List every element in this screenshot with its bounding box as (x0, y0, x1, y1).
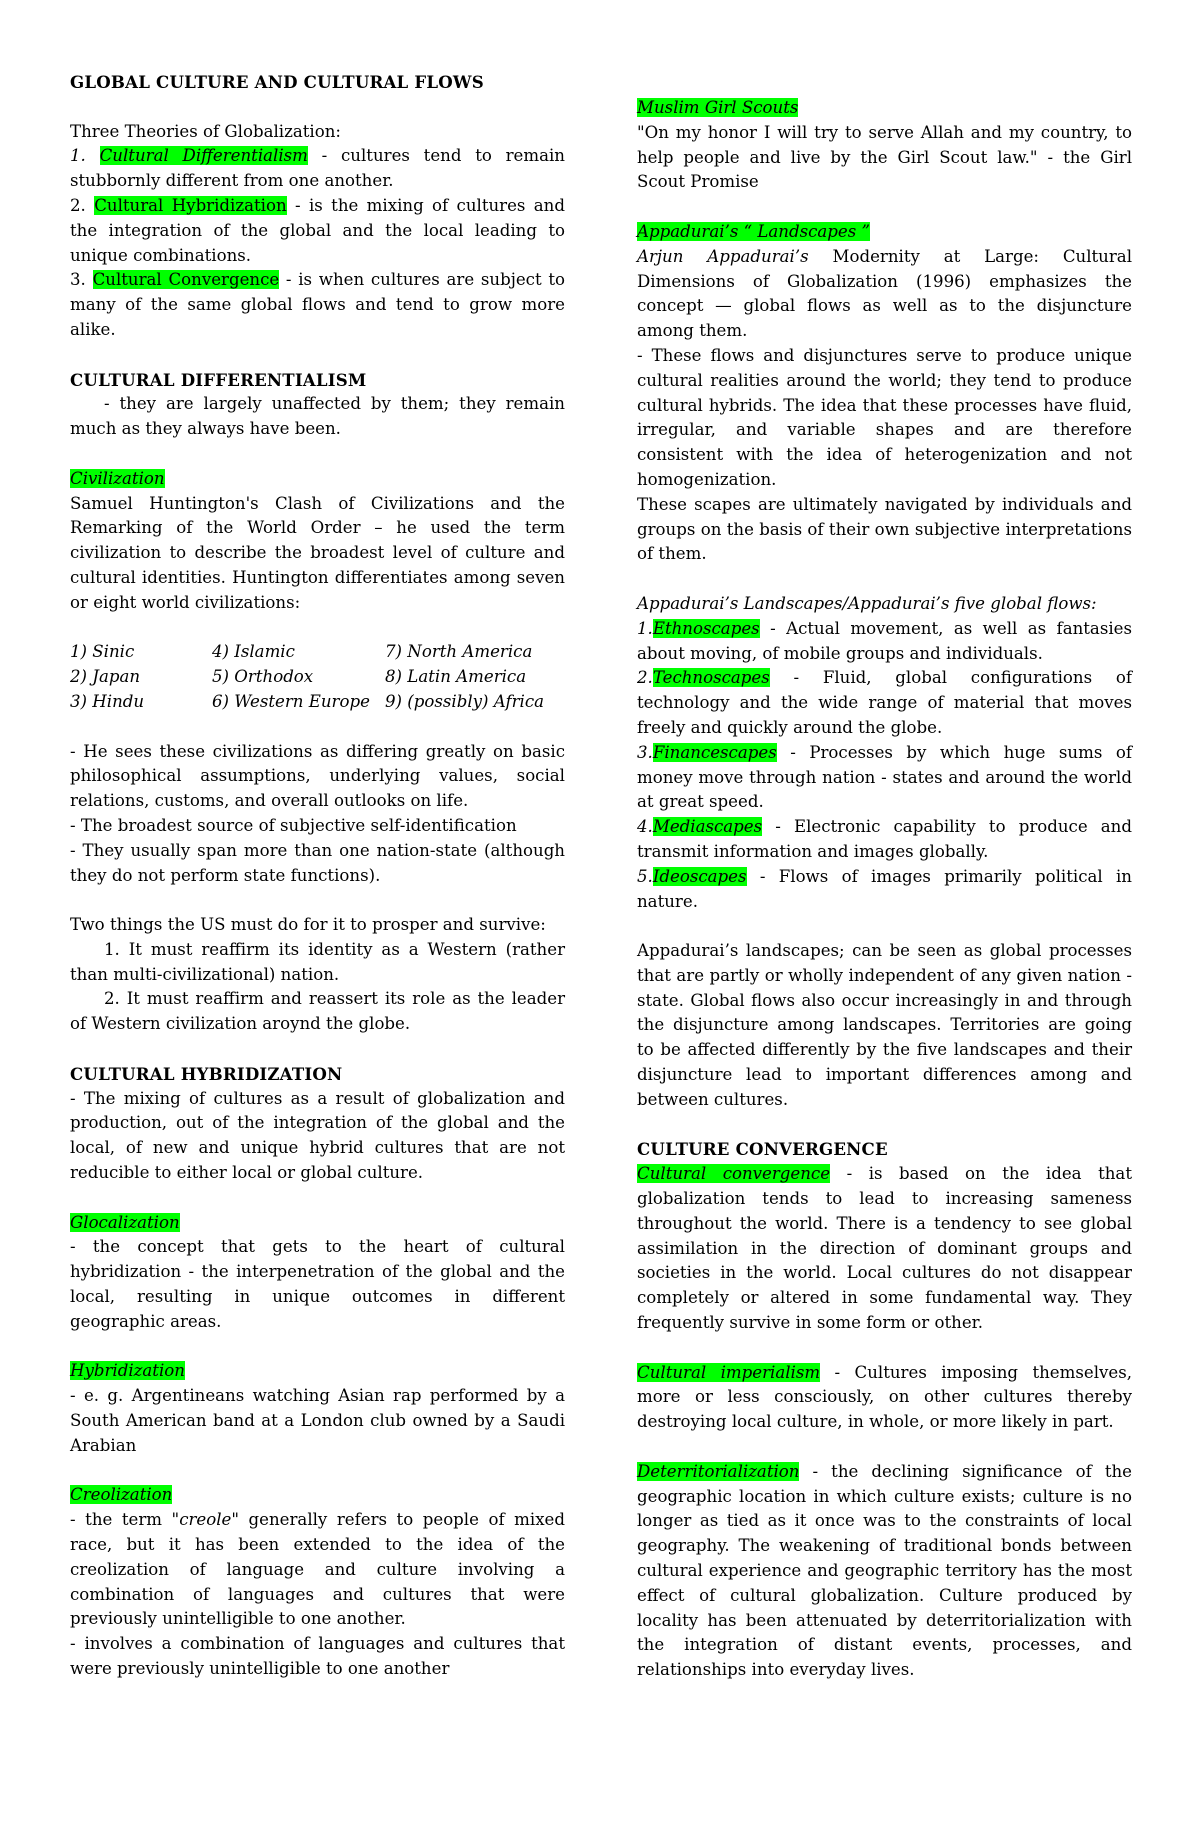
glocalization-desc: - the concept that gets to the heart of cultural hybridization - the interpenetration of the global and the local, resulting in unique outcomes in different geographic areas. (70, 1237, 565, 1331)
appadurai-p3: These scapes are ultimately navigated by individuals and groups on the basis of their own subjective interpretations of them. (637, 494, 1132, 564)
flow-desc: - Actual movement, as well as fantasies about moving, of mobile groups and individuals. (637, 618, 1132, 663)
appadurai-label (637, 220, 1132, 245)
flow-num: 1. (637, 618, 653, 638)
us-intro: Two things the US must do for it to prosper and survive: (70, 915, 546, 935)
glocalization-label (70, 1211, 565, 1236)
flow-term-ideoscapes: Ideoscapes (652, 866, 747, 886)
imperialism-desc (637, 1361, 1132, 1435)
theory-term-convergence: Cultural Convergence (92, 270, 280, 290)
theory-desc-1: - cultures tend to remain stubbornly different from one another. (70, 146, 565, 191)
civilization-note-2: - The broadest source of subjective self-identification (70, 815, 517, 835)
hybridization-heading: CULTURAL HYBRIDIZATION (70, 1063, 343, 1084)
civilization-item: 5) Orthodox (212, 667, 314, 687)
hybridization-desc: - The mixing of cultures as a result of globalization and production, out of the integration of the global and the local, of new and unique hybrid cultures that are not reducible to either local or global culture. (70, 1088, 565, 1183)
civilization-label (70, 467, 565, 492)
appadurai-desc-text: Modernity at Large: Cultural Dimensions of Globalization (1996) emphasizes the concept — global flows as well as to the disjuncture among them. (637, 246, 1132, 341)
civilization-item: 8) Latin America (385, 667, 527, 687)
theories-intro: Three Theories of Globalization: (70, 121, 341, 141)
civilization-item: 7) North America (385, 642, 533, 662)
flow-desc: - Processes by which huge sums of money move through nation - states and around the world at great speed. (637, 742, 1132, 812)
civilization-item: 3) Hindu (70, 691, 145, 711)
glocalization-term: Glocalization (70, 1212, 180, 1232)
convergence-desc-text: - is based on the idea that globalization tends to lead to increasing sameness throughout the world. There is a tendency to see global assimilation in the direction of dominant groups and societies in the world. Local cultures do not disappear completely or altered in some fundamental way. They frequently survive in some form or other. (637, 1164, 1132, 1333)
flow-term-mediascapes: Mediascapes (652, 817, 763, 837)
convergence-term: Cultural convergence (637, 1164, 831, 1184)
flow-item-1 (637, 617, 1132, 667)
theory-num-3: 3. (70, 270, 93, 290)
creolization-label (70, 1483, 565, 1508)
hybridization-label (70, 1359, 565, 1384)
appadurai-desc (637, 245, 1132, 344)
creolization-term: Creolization (70, 1485, 173, 1505)
civilization-desc: Samuel Huntington's Clash of Civilizations and the Remarking of the World Order – he used the term civilization to describe the broadest level of culture and cultural identities. Huntington differentiates among seven or eight world civilizations: (70, 493, 565, 612)
creolization-pre: - the term " (70, 1510, 180, 1530)
flow-term-ethnoscapes: Ethnoscapes (652, 618, 760, 638)
appadurai-p2: - These flows and disjunctures serve to produce unique cultural realities around the world; they tend to produce cultural hybrids. The idea that these processes have fluid, irregular, and variable shapes and are therefore consistent with the idea of heterogenization and not homogenization. (637, 345, 1132, 489)
theory-item-3 (70, 268, 565, 342)
civilization-term: Civilization (70, 468, 165, 488)
flow-desc: - Flows of images primarily political in nature. (637, 866, 1132, 911)
theory-num-2: 2. (70, 195, 95, 215)
civilization-note-1: - He sees these civilizations as differing greatly on basic philosophical assumptions, underlying values, social relations, customs, and overall outlooks on life. (70, 741, 565, 811)
theory-item-1 (70, 144, 565, 194)
flow-term-technoscapes: Technoscapes (652, 668, 770, 688)
theory-term-differentialism: Cultural Differentialism (99, 146, 308, 166)
imperialism-desc-text: - Cultures imposing themselves, more or less consciously, on other cultures thereby destroying local culture, in whole, or more likely in part. (637, 1362, 1132, 1432)
flow-item-4 (637, 815, 1132, 865)
us-item-2: 2. It must reaffirm and reassert its role as the leader of Western civilization aroynd the globe. (70, 989, 565, 1034)
hybridization-example: - e. g. Argentineans watching Asian rap performed by a South American band at a London club owned by a Saudi Arabian (70, 1386, 565, 1455)
scouts-term: Muslim Girl Scouts (637, 98, 799, 117)
civilization-item: 1) Sinic (70, 642, 135, 662)
convergence-desc (637, 1162, 1132, 1336)
creolization-post: " generally refers to people of mixed race, but it has been extended to the idea of the creolization of language and culture involving a combination of languages and cultures that were previously unintelligible to one another. (70, 1510, 565, 1629)
flow-item-2 (637, 666, 1132, 740)
imperialism-term: Cultural imperialism (637, 1362, 821, 1382)
flow-desc: - Fluid, global configurations of technology and the wide range of material that moves freely and quickly around the globe. (637, 668, 1132, 737)
deterritorialization-desc-text: - the declining significance of the geographic location in which culture exists; culture is no longer as tied as it once was to the constraints of local geography. The weakening of traditional bonds between cultural experience and geographic territory has the most effect of cultural globalization. Culture produced by locality has been attenuated by deterritorialization with the integration of distant events, processes, and relationships into everyday lives. (637, 1461, 1132, 1680)
civilizations-list (70, 640, 565, 714)
appadurai-author: Arjun Appadurai’s (637, 246, 809, 266)
flow-desc: - Electronic capability to produce and transmit information and images globally. (637, 817, 1132, 861)
flow-num: 5. (637, 866, 653, 886)
flow-term-financescapes: Financescapes (652, 742, 777, 762)
flow-num: 4. (637, 817, 653, 837)
differentialism-desc: - they are largely unaffected by them; they remain much as they always have been. (70, 394, 565, 439)
flow-num: 2. (637, 668, 653, 688)
civilization-item: 9) (possibly) Africa (385, 691, 545, 711)
creolization-note: - involves a combination of languages and cultures that were previously unintelligible to one another (70, 1634, 565, 1678)
flows-intro: Appadurai’s Landscapes/Appadurai’s five global flows: (637, 593, 1097, 613)
scouts-label (637, 96, 1132, 121)
civilization-item: 2) Japan (70, 667, 141, 687)
creole-word: creole (179, 1510, 232, 1530)
flow-num: 3. (637, 742, 653, 762)
scouts-promise: "On my honor I will try to serve Allah and my country, to help people and live by the Girl Scout law." - the Girl Scout Promise (637, 122, 1132, 192)
flow-item-3 (637, 741, 1132, 815)
landscapes-summary: Appadurai’s landscapes; can be seen as global processes that are partly or wholly independent of any given nation - state. Global flows also occur increasingly in and through the disjuncture among landscapes. Territories are going to be affected differently by the five landscapes and their disjuncture lead to important differences among and between cultures. (637, 941, 1132, 1109)
theory-desc-3: - is when cultures are subject to many of the same global flows and tend to grow more alike. (70, 270, 566, 339)
flow-item-5 (637, 865, 1132, 915)
theory-term-hybridization: Cultural Hybridization (94, 195, 287, 215)
creolization-desc (70, 1508, 565, 1632)
theory-item-2 (70, 194, 565, 268)
civilization-item: 4) Islamic (212, 642, 295, 662)
theory-desc-2: - is the mixing of cultures and the integration of the global and the local leading to unique combinations. (70, 195, 565, 265)
left-column (70, 70, 565, 1682)
hybridization-term: Hybridization (70, 1361, 185, 1381)
document-title: GLOBAL CULTURE AND CULTURAL FLOWS (70, 72, 484, 92)
appadurai-term: Appadurai’s “ Landscapes ” (637, 221, 871, 241)
theory-num-1: 1. (70, 146, 100, 166)
differentialism-heading: CULTURAL DIFFERENTIALISM (70, 369, 367, 390)
right-column (637, 96, 1132, 1683)
deterritorialization-term: Deterritorialization (637, 1461, 800, 1481)
us-item-1: 1. It must reaffirm its identity as a Western (rather than multi-civilizational) nation. (70, 939, 565, 984)
convergence-heading: CULTURE CONVERGENCE (637, 1139, 888, 1160)
civilization-item: 6) Western Europe (212, 691, 370, 711)
civilization-note-3: - They usually span more than one nation-state (although they do not perform state functions). (70, 840, 565, 885)
deterritorialization-desc (637, 1460, 1132, 1683)
